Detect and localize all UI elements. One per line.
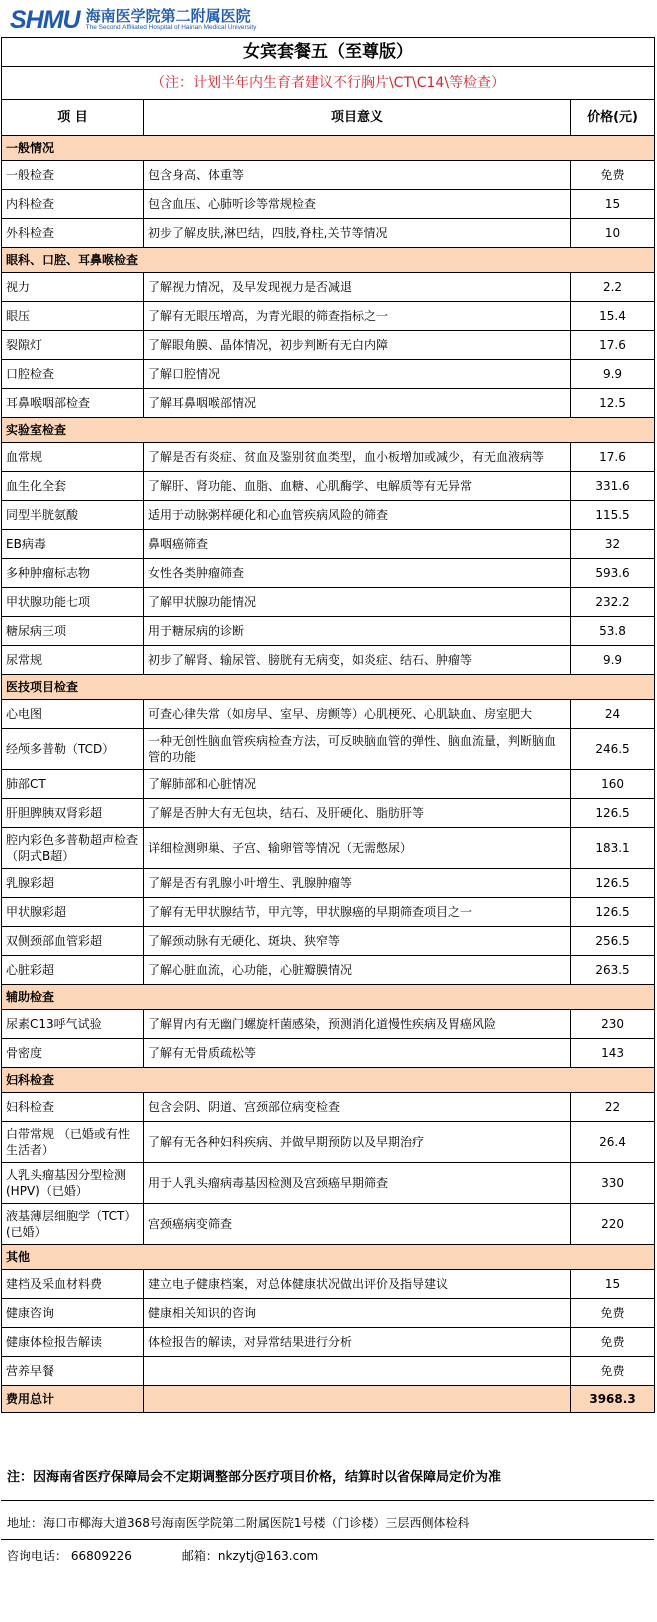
divider [1, 1539, 654, 1540]
item-price: 183.1 [571, 828, 655, 869]
item-meaning: 了解有无骨质疏松等 [144, 1039, 571, 1068]
item-meaning: 了解有无甲状腺结节，甲亢等，甲状腺癌的早期筛查项目之一 [144, 898, 571, 927]
item-name: 耳鼻喉咽部检查 [2, 389, 144, 418]
item-price: 26.4 [571, 1122, 655, 1163]
table-row [2, 389, 655, 418]
package-table [1, 37, 655, 1413]
table-row [2, 700, 655, 729]
item-name: 腔内彩色多普勒超声检查（阴式B超） [2, 828, 144, 869]
item-name: 白带常规 （已婚或有性生活者） [2, 1122, 144, 1163]
item-meaning: 了解胃内有无幽门螺旋杆菌感染，预测消化道慢性疾病及胃癌风险 [144, 1010, 571, 1039]
table-row [2, 331, 655, 360]
item-name: 血常规 [2, 443, 144, 472]
table-row [2, 501, 655, 530]
total-label: 费用总计 [2, 1386, 144, 1413]
table-row [2, 1299, 655, 1328]
item-name: 营养早餐 [2, 1357, 144, 1386]
item-price: 232.2 [571, 588, 655, 617]
table-row [2, 799, 655, 828]
item-price: 160 [571, 770, 655, 799]
item-meaning: 了解心脏血流，心功能，心脏瓣膜情况 [144, 956, 571, 985]
phone: 咨询电话： 66809226 [7, 1549, 132, 1563]
item-name: 液基薄层细胞学（TCT）(已婚） [2, 1204, 144, 1245]
item-meaning: 鼻咽癌筛查 [144, 530, 571, 559]
table-row [2, 360, 655, 389]
item-meaning: 详细检测卵巢、子宫、输卵管等情况（无需憋尿） [144, 828, 571, 869]
table-row [2, 828, 655, 869]
item-name: 裂隙灯 [2, 331, 144, 360]
item-price: 15 [571, 1270, 655, 1299]
header-meaning: 项目意义 [144, 100, 571, 136]
item-price: 143 [571, 1039, 655, 1068]
email: 邮箱：nkzytj@163.com [181, 1549, 319, 1563]
item-price: 53.8 [571, 617, 655, 646]
item-name: 眼压 [2, 302, 144, 331]
table-row [2, 559, 655, 588]
item-name: EB病毒 [2, 530, 144, 559]
item-price: 10 [571, 219, 655, 248]
section-header [2, 248, 655, 273]
item-price: 115.5 [571, 501, 655, 530]
total-spacer [144, 1386, 571, 1413]
item-meaning: 了解有无各种妇科疾病、并做早期预防以及早期治疗 [144, 1122, 571, 1163]
item-meaning: 了解是否有炎症、贫血及鉴别贫血类型，血小板增加或减少，有无血液病等 [144, 443, 571, 472]
item-price: 免费 [571, 1357, 655, 1386]
section-header [2, 1068, 655, 1093]
section-title: 医技项目检查 [2, 675, 655, 700]
item-meaning [144, 1357, 571, 1386]
item-meaning: 健康相关知识的咨询 [144, 1299, 571, 1328]
item-price: 免费 [571, 161, 655, 190]
item-meaning: 初步了解皮肤,淋巴结，四肢,脊柱,关节等情况 [144, 219, 571, 248]
item-name: 外科检查 [2, 219, 144, 248]
item-price: 126.5 [571, 869, 655, 898]
item-name: 甲状腺彩超 [2, 898, 144, 927]
section-header [2, 136, 655, 161]
item-price: 9.9 [571, 360, 655, 389]
item-meaning: 了解是否有乳腺小叶增生、乳腺肿瘤等 [144, 869, 571, 898]
section-title: 实验室检查 [2, 418, 655, 443]
item-meaning: 可查心律失常（如房早、室早、房颤等）心肌梗死、心肌缺血、房室肥大 [144, 700, 571, 729]
item-price: 免费 [571, 1299, 655, 1328]
item-price: 17.6 [571, 443, 655, 472]
table-header [2, 100, 655, 136]
item-name: 同型半胱氨酸 [2, 501, 144, 530]
table-row [2, 1122, 655, 1163]
item-name: 尿常规 [2, 646, 144, 675]
table-row [2, 302, 655, 331]
item-price: 126.5 [571, 799, 655, 828]
item-meaning: 建立电子健康档案，对总体健康状况做出评价及指导建议 [144, 1270, 571, 1299]
item-price: 15.4 [571, 302, 655, 331]
table-row [2, 1204, 655, 1245]
total-row [2, 1386, 655, 1413]
item-meaning: 了解颈动脉有无硬化、斑块、狭窄等 [144, 927, 571, 956]
item-meaning: 女性各类肿瘤筛查 [144, 559, 571, 588]
item-name: 健康咨询 [2, 1299, 144, 1328]
section-title: 妇科检查 [2, 1068, 655, 1093]
table-row [2, 1093, 655, 1122]
table-row [2, 956, 655, 985]
item-meaning: 宫颈癌病变筛查 [144, 1204, 571, 1245]
item-price: 17.6 [571, 331, 655, 360]
item-name: 骨密度 [2, 1039, 144, 1068]
section-header [2, 418, 655, 443]
contact-info [7, 1547, 318, 1564]
item-meaning: 适用于动脉粥样硬化和心血管疾病风险的筛查 [144, 501, 571, 530]
planning-note: （注：计划半年内生育者建议不行胸片\CT\C14\等检查） [2, 67, 655, 100]
item-price: 12.5 [571, 389, 655, 418]
item-name: 心电图 [2, 700, 144, 729]
address: 地址：海口市椰海大道368号海南医学院第二附属医院1号楼（门诊楼）三层西侧体检科 [7, 1516, 470, 1530]
item-meaning: 体检报告的解读，对异常结果进行分析 [144, 1328, 571, 1357]
item-name: 肝胆脾胰双肾彩超 [2, 799, 144, 828]
item-meaning: 了解眼角膜、晶体情况，初步判断有无白内障 [144, 331, 571, 360]
price-notice: 注：因海南省医疗保障局会不定期调整部分医疗项目价格，结算时以省保障局定价为准 [7, 1470, 502, 1485]
item-meaning: 了解是否肿大有无包块，结石、及肝硬化、脂肪肝等 [144, 799, 571, 828]
item-name: 心脏彩超 [2, 956, 144, 985]
section-title: 眼科、口腔、耳鼻喉检查 [2, 248, 655, 273]
item-name: 肺部CT [2, 770, 144, 799]
item-meaning: 了解甲状腺功能情况 [144, 588, 571, 617]
item-price: 免费 [571, 1328, 655, 1357]
item-meaning: 包含会阴、阴道、宫颈部位病变检查 [144, 1093, 571, 1122]
item-price: 126.5 [571, 898, 655, 927]
table-row [2, 617, 655, 646]
item-price: 24 [571, 700, 655, 729]
item-meaning: 一种无创性脑血管疾病检查方法，可反映脑血管的弹性、脑血流量，判断脑血管的功能 [144, 729, 571, 770]
item-name: 一般检查 [2, 161, 144, 190]
table-row [2, 161, 655, 190]
table-row [2, 1010, 655, 1039]
item-meaning: 初步了解肾、输尿管、膀胱有无病变，如炎症、结石、肿瘤等 [144, 646, 571, 675]
section-header [2, 985, 655, 1010]
item-price: 330 [571, 1163, 655, 1204]
table-row [2, 770, 655, 799]
item-meaning: 了解视力情况，及早发现视力是否减退 [144, 273, 571, 302]
table-row [2, 869, 655, 898]
section-title: 一般情况 [2, 136, 655, 161]
item-name: 多种肿瘤标志物 [2, 559, 144, 588]
item-price: 331.6 [571, 472, 655, 501]
header-item: 项 目 [2, 100, 144, 136]
hospital-name-cn: 海南医学院第二附属医院 [85, 7, 251, 25]
section-header [2, 1245, 655, 1270]
item-meaning: 了解肝、肾功能、血脂、血糖、心肌酶学、电解质等有无异常 [144, 472, 571, 501]
table-row [2, 927, 655, 956]
item-name: 糖尿病三项 [2, 617, 144, 646]
item-price: 263.5 [571, 956, 655, 985]
item-price: 246.5 [571, 729, 655, 770]
item-meaning: 用于人乳头瘤病毒基因检测及宫颈癌早期筛查 [144, 1163, 571, 1204]
header [0, 0, 657, 40]
total-price: 3968.3 [571, 1386, 655, 1413]
item-price: 2.2 [571, 273, 655, 302]
table-row [2, 729, 655, 770]
item-meaning: 了解耳鼻咽喉部情况 [144, 389, 571, 418]
item-name: 视力 [2, 273, 144, 302]
table-row [2, 588, 655, 617]
item-name: 血生化全套 [2, 472, 144, 501]
item-name: 经颅多普勒（TCD） [2, 729, 144, 770]
item-meaning: 了解肺部和心脏情况 [144, 770, 571, 799]
item-name: 口腔检查 [2, 360, 144, 389]
section-header [2, 675, 655, 700]
item-meaning: 了解有无眼压增高，为青光眼的筛查指标之一 [144, 302, 571, 331]
section-title: 辅助检查 [2, 985, 655, 1010]
header-price: 价格(元) [571, 100, 655, 136]
item-name: 乳腺彩超 [2, 869, 144, 898]
item-meaning: 了解口腔情况 [144, 360, 571, 389]
item-name: 内科检查 [2, 190, 144, 219]
table-row [2, 472, 655, 501]
item-name: 尿素C13呼气试验 [2, 1010, 144, 1039]
item-meaning: 用于糖尿病的诊断 [144, 617, 571, 646]
item-price: 220 [571, 1204, 655, 1245]
table-row [2, 1328, 655, 1357]
table-row [2, 530, 655, 559]
item-price: 22 [571, 1093, 655, 1122]
item-price: 32 [571, 530, 655, 559]
table-row [2, 273, 655, 302]
item-price: 230 [571, 1010, 655, 1039]
logo-mark: SHMU [10, 6, 80, 34]
item-price: 256.5 [571, 927, 655, 956]
item-price: 15 [571, 190, 655, 219]
item-name: 妇科检查 [2, 1093, 144, 1122]
table-row [2, 1039, 655, 1068]
item-name: 建档及采血材料费 [2, 1270, 144, 1299]
table-row [2, 1270, 655, 1299]
table-row [2, 898, 655, 927]
table-row [2, 646, 655, 675]
table-row [2, 1357, 655, 1386]
item-name: 人乳头瘤基因分型检测(HPV)（已婚） [2, 1163, 144, 1204]
item-meaning: 包含身高、体重等 [144, 161, 571, 190]
item-price: 593.6 [571, 559, 655, 588]
item-name: 双侧颈部血管彩超 [2, 927, 144, 956]
table-row [2, 1163, 655, 1204]
table-row [2, 219, 655, 248]
divider [1, 1500, 654, 1501]
item-meaning: 包含血压、心肺听诊等常规检查 [144, 190, 571, 219]
item-name: 甲状腺功能七项 [2, 588, 144, 617]
hospital-name-en: The Second Affiliated Hospital of Hainan Medical University [85, 24, 257, 31]
hospital-logo [10, 6, 256, 34]
item-price: 9.9 [571, 646, 655, 675]
table-row [2, 190, 655, 219]
table-row [2, 443, 655, 472]
item-name: 健康体检报告解读 [2, 1328, 144, 1357]
package-title: 女宾套餐五（至尊版） [2, 38, 655, 67]
section-title: 其他 [2, 1245, 655, 1270]
